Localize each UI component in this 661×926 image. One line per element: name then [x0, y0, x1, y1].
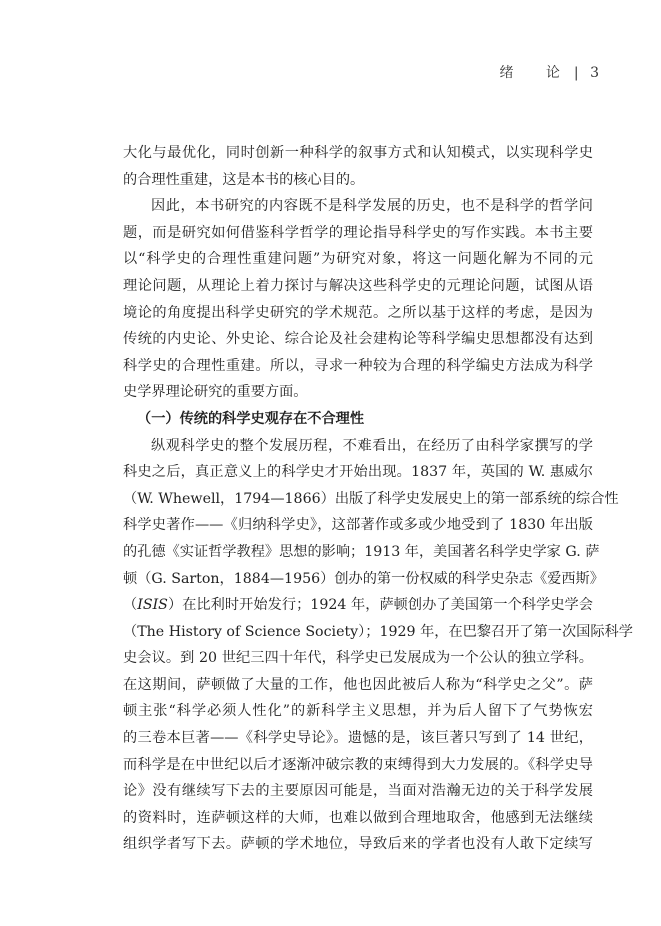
- text-line: 理论问题，从理论上着力探讨与解决这些科学史的元理论问题，试图从语: [123, 277, 593, 294]
- text-line: 的资料时，连萨顿这样的大师，也难以做到合理地取舍，他感到无法继续: [123, 809, 593, 826]
- text-line: 传统的内史论、外史论、综合论及社会建构论等科学编史思想都没有达到: [123, 331, 593, 348]
- text-line: 而科学是在中世纪以后才逐渐冲破宗教的束缚得到大力发展的。《科学史导: [123, 756, 593, 773]
- section-heading: （一）传统的科学史观存在不合理性: [137, 410, 365, 427]
- text-line: （W. Whewell，1794—1866）出版了科学史发展史上的第一部系统的综合性: [123, 490, 619, 507]
- text-line: 的合理性重建，这是本书的核心目的。: [123, 171, 365, 188]
- text-line: 论》没有继续写下去的主要原因可能是，当面对浩瀚无边的关于科学发展: [123, 783, 593, 800]
- journal-name: ISIS: [137, 597, 168, 614]
- text-line: 史会议。到 20 世纪三四十年代，科学史已发展成为一个公认的独立学科。: [123, 650, 593, 667]
- text-line: 组织学者写下去。萨顿的学术地位，导致后来的学者也没有人敢下定续写: [123, 836, 593, 853]
- text-line: 顿主张“科学必须人性化”的新科学主义思想，并为后人留下了气势恢宏: [123, 703, 593, 720]
- text-line: 因此，本书研究的内容既不是科学发展的历史，也不是科学的哲学问: [151, 198, 593, 215]
- body-text: [123, 140, 633, 858]
- chapter-title: 绪 论: [499, 65, 574, 81]
- header-separator: |: [573, 65, 579, 81]
- text-line: 的孔德《实证哲学教程》思想的影响；1913 年，美国著名科学史学家 G. 萨: [123, 543, 600, 560]
- running-header: [499, 62, 599, 82]
- text-line: 科学史的合理性重建。所以，寻求一种较为合理的科学编史方法成为科学: [123, 357, 593, 374]
- text-line: 大化与最优化，同时创新一种科学的叙事方式和认知模式，以实现科学史: [123, 145, 593, 161]
- text-line: 史学界理论研究的重要方面。: [123, 384, 308, 401]
- text-line: （The History of Science Society）；1929 年，在巴黎召开了第一次国际科学: [123, 623, 633, 640]
- text-line: 的三卷本巨著——《科学史导论》。遗憾的是，该巨著只写到了 14 世纪，: [123, 730, 593, 747]
- text-line: 以“科学史的合理性重建问题”为研究对象，将这一问题化解为不同的元: [123, 251, 593, 268]
- text-line: 顿（G. Sarton，1884—1956）创办的第一份权威的科学史杂志《爱西斯》: [123, 570, 604, 587]
- text-line: 纵观科学史的整个发展历程，不难看出，在经历了由科学家撰写的学: [151, 437, 593, 454]
- text-line: （ISIS）在比利时开始发行；1924 年，萨顿创办了美国第一个科学史学会: [123, 597, 593, 614]
- page-number: 3: [590, 65, 599, 81]
- text-line: 境论的角度提出科学史研究的学术规范。之所以基于这样的考虑，是因为: [123, 304, 593, 321]
- text-line: 在这期间，萨顿做了大量的工作，他也因此被后人称为“科学史之父”。萨: [123, 676, 593, 693]
- text-line: 科学史著作——《归纳科学史》，这部著作或多或少地受到了 1830 年出版: [123, 517, 593, 534]
- text-line: 科史之后，真正意义上的科学史才开始出现。1837 年，英国的 W. 惠威尔: [123, 464, 593, 481]
- text-line: 题，而是研究如何借鉴科学哲学的理论指导科学史的写作实践。本书主要: [123, 224, 593, 241]
